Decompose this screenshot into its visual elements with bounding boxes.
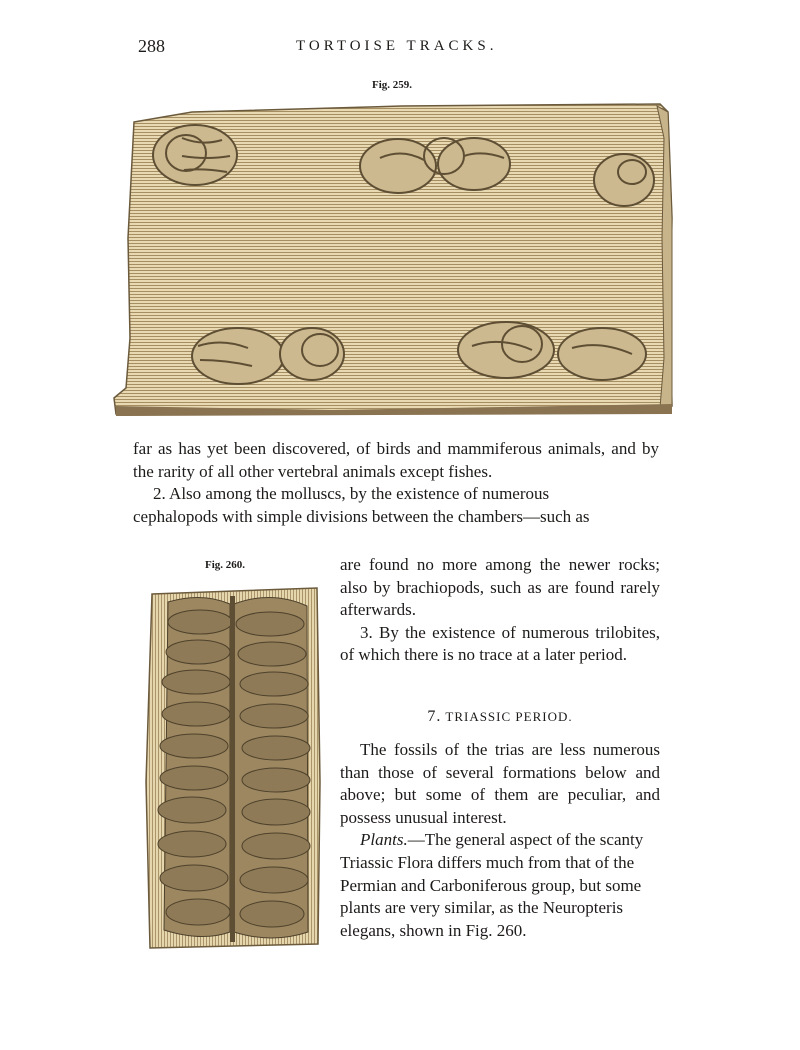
section-number: 7. xyxy=(427,708,442,725)
figure-259-tortoise-tracks-illustration xyxy=(112,98,676,420)
section-heading xyxy=(340,708,660,726)
paragraph-5-body: —The general aspect of the scanty Triassic Flora differs much from that of the Permian and Carboniferous group, but some plants are very similar, as the Neuropteris elegans, shown in Fig. 260. xyxy=(340,830,644,940)
figure-260-fern-fossil-illustration xyxy=(142,582,322,952)
text-block-triassic xyxy=(340,739,660,942)
figure-260-label: Fig. 260. xyxy=(205,559,246,571)
figure-259-label: Fig. 259. xyxy=(372,79,413,91)
paragraph-2-line-1: 2. Also among the molluscs, by the existence of numerous xyxy=(153,484,550,504)
paragraph-4: The fossils of the trias are less numerous than those of several formations below and above; but some of them are peculiar, and possess unusual interest. xyxy=(340,740,660,827)
text-block-right-column xyxy=(340,554,660,667)
paragraph-1: far as has yet been discovered, of birds and mammiferous animals, and by the rarity of all other vertebral animals except fishes. xyxy=(133,439,659,481)
running-head: TORTOISE TRACKS. xyxy=(296,38,498,54)
section-title: TRIASSIC PERIOD. xyxy=(445,709,573,724)
paragraph-5 xyxy=(340,829,660,942)
page-number: 288 xyxy=(138,36,165,56)
paragraph-3: 3. By the existence of numerous trilobites, of which there is no trace at a later period. xyxy=(340,622,660,665)
paragraph-2-line-2: cephalopods with simple divisions between the chambers—such as xyxy=(133,506,590,526)
plants-lead: Plants. xyxy=(360,830,408,850)
paragraph-2-continued: are found no more among the newer rocks; also by brachiopods, such as are found rarely afterwards. xyxy=(340,555,660,620)
text-block-full-width xyxy=(133,438,659,528)
